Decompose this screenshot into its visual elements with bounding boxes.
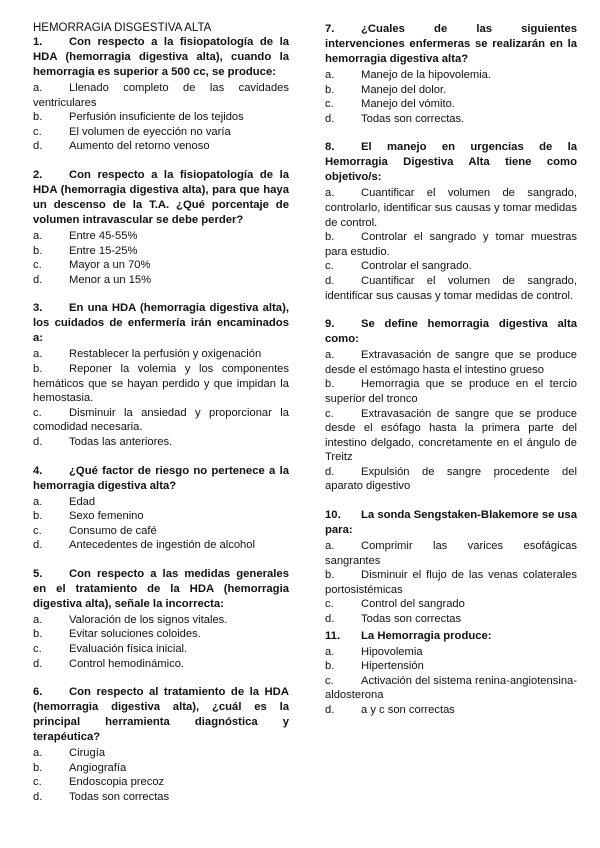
left-question-list bbox=[33, 35, 289, 805]
option-text: Reponer la volemia y los componentes hemáticos que se hayan perdido y que impidan la hemostasia. bbox=[33, 362, 289, 405]
question-text bbox=[33, 685, 289, 745]
option-text: Cirugía bbox=[69, 747, 106, 760]
option-text: Extravasación de sangre que se produce desde el esófago hasta la primera parte del intestino delgado, concretamente en el ángulo de Treitz bbox=[325, 407, 577, 464]
answer-option bbox=[325, 68, 577, 83]
option-text: Aumento del retorno venoso bbox=[69, 140, 210, 153]
question-prompt: Con respecto al tratamiento de la HDA (hemorragia digestiva alta), ¿cuál es la principal herramienta diagnóstica y terapéutica? bbox=[33, 686, 289, 744]
option-letter: c. bbox=[325, 407, 334, 420]
option-text: Todas son correctas. bbox=[361, 112, 465, 125]
answer-option bbox=[325, 597, 577, 612]
option-text: Extravasación de sangre que se produce desde el estómago hasta el intestino grueso bbox=[325, 349, 577, 376]
question-number: 9. bbox=[325, 318, 335, 331]
answer-option bbox=[325, 112, 577, 127]
question-block bbox=[325, 140, 577, 303]
question-number: 1. bbox=[33, 36, 43, 48]
question-prompt: La sonda Sengstaken-Blakemore se usa para: bbox=[325, 509, 577, 537]
answer-option bbox=[325, 274, 577, 303]
answer-option bbox=[33, 406, 289, 435]
option-letter: b. bbox=[33, 111, 43, 124]
option-text: Controlar el sangrado. bbox=[361, 260, 472, 273]
question-text bbox=[33, 464, 289, 494]
option-text: Controlar el sangrado y tomar muestras para estudio. bbox=[325, 231, 577, 258]
answer-option bbox=[33, 125, 289, 140]
question-text bbox=[325, 508, 577, 538]
question-block bbox=[325, 508, 577, 627]
answer-option bbox=[33, 435, 289, 450]
answer-option bbox=[33, 627, 289, 642]
question-text bbox=[325, 140, 577, 185]
option-text: Cuantificar el volumen de sangrado, controlarlo, identificar sus causas y tomar medidas de control. bbox=[325, 187, 577, 229]
option-letter: d. bbox=[325, 274, 335, 287]
option-letter: b. bbox=[325, 83, 335, 96]
question-text bbox=[33, 35, 289, 80]
question-block bbox=[325, 22, 577, 126]
option-letter: b. bbox=[325, 660, 335, 673]
question-block bbox=[33, 464, 289, 553]
option-text: Valoración de los signos vitales. bbox=[69, 613, 228, 626]
question-prompt: Con respecto a la fisiopatología de la HDA (hemorragia digestiva alta), para que haya un descenso de la T.A. ¿Qué porcentaje de volumen intravascular se debe perder? bbox=[33, 168, 289, 226]
option-text: Hipertensión bbox=[361, 660, 424, 673]
option-text: Todas son correctas bbox=[69, 791, 170, 804]
question-text bbox=[325, 22, 577, 67]
answer-option bbox=[325, 348, 577, 377]
question-text bbox=[33, 567, 289, 612]
answer-option bbox=[325, 645, 577, 660]
question-number: 8. bbox=[325, 141, 335, 154]
option-letter: c. bbox=[33, 776, 42, 789]
right-column bbox=[325, 22, 577, 718]
question-block bbox=[325, 629, 577, 718]
answer-option bbox=[325, 259, 577, 274]
option-text: Llenado completo de las cavidades ventriculares bbox=[33, 82, 289, 109]
option-text: Manejo del dolor. bbox=[361, 83, 447, 96]
option-letter: c. bbox=[325, 260, 334, 273]
question-block bbox=[325, 317, 577, 494]
answer-option bbox=[325, 230, 577, 259]
option-letter: b. bbox=[325, 569, 335, 582]
option-text: Manejo del vómito. bbox=[361, 98, 455, 111]
question-prompt: ¿Qué factor de riesgo no pertenece a la hemorragia digestiva alta? bbox=[33, 464, 289, 492]
option-letter: d. bbox=[33, 657, 43, 670]
option-letter: d. bbox=[33, 539, 43, 552]
option-text: a y c son correctas bbox=[361, 704, 455, 716]
answer-option bbox=[33, 790, 289, 805]
question-prompt: Con respecto a la fisiopatología de la HDA (hemorragia digestiva alta), cuando la hemorragia es superior a 500 cc, se produce: bbox=[33, 36, 289, 78]
answer-option bbox=[325, 612, 577, 627]
answer-option bbox=[33, 509, 289, 524]
answer-option bbox=[325, 703, 577, 718]
answer-option bbox=[325, 407, 577, 465]
option-text: El volumen de eyección no varía bbox=[69, 125, 231, 138]
answer-option bbox=[33, 81, 289, 110]
question-block bbox=[33, 301, 289, 449]
option-letter: a. bbox=[33, 348, 43, 361]
answer-option bbox=[33, 347, 289, 362]
option-letter: c. bbox=[33, 524, 42, 537]
option-letter: a. bbox=[33, 613, 43, 626]
option-text: Consumo de café bbox=[69, 524, 157, 537]
answer-option bbox=[325, 97, 577, 112]
answer-option bbox=[33, 362, 289, 406]
option-letter: a. bbox=[325, 187, 335, 200]
option-letter: a. bbox=[33, 229, 43, 242]
option-text: Endoscopia precoz bbox=[69, 776, 165, 789]
option-letter: b. bbox=[33, 510, 43, 523]
option-letter: c. bbox=[325, 98, 334, 111]
question-prompt: La Hemorragia produce: bbox=[361, 629, 492, 642]
option-letter: d. bbox=[33, 435, 43, 448]
option-letter: d. bbox=[325, 613, 335, 626]
answer-option bbox=[325, 659, 577, 674]
question-number: 3. bbox=[33, 302, 43, 315]
answer-option bbox=[325, 83, 577, 98]
question-block bbox=[33, 567, 289, 671]
answer-option bbox=[33, 229, 289, 244]
option-letter: d. bbox=[33, 791, 43, 804]
option-letter: b. bbox=[33, 628, 43, 641]
option-text: Control del sangrado bbox=[361, 598, 465, 611]
answer-option bbox=[33, 273, 289, 288]
question-block bbox=[33, 35, 289, 154]
question-block bbox=[33, 685, 289, 804]
answer-option bbox=[325, 674, 577, 703]
question-text bbox=[325, 629, 577, 644]
option-text: Perfusión insuficiente de los tejidos bbox=[69, 111, 244, 124]
option-letter: d. bbox=[325, 465, 335, 478]
answer-option bbox=[33, 244, 289, 259]
question-number: 11. bbox=[325, 629, 341, 642]
option-text: Antecedentes de ingestión de alcohol bbox=[69, 539, 255, 552]
answer-option bbox=[325, 465, 577, 494]
question-number: 2. bbox=[33, 168, 43, 181]
option-text: Control hemodinámico. bbox=[69, 657, 185, 670]
answer-option bbox=[325, 377, 577, 406]
answer-option bbox=[33, 642, 289, 657]
answer-option bbox=[325, 186, 577, 230]
option-letter: c. bbox=[325, 598, 334, 611]
option-text: Manejo de la hipovolemia. bbox=[361, 69, 491, 81]
option-text: Restablecer la perfusión y oxigenación bbox=[69, 348, 262, 361]
option-letter: c. bbox=[325, 674, 334, 687]
answer-option bbox=[33, 613, 289, 628]
option-letter: c. bbox=[33, 125, 42, 138]
option-letter: b. bbox=[33, 244, 43, 257]
option-letter: d. bbox=[325, 112, 335, 125]
option-letter: b. bbox=[325, 378, 335, 391]
answer-option bbox=[33, 524, 289, 539]
question-prompt: Se define hemorragia digestiva alta como: bbox=[325, 318, 577, 346]
option-letter: a. bbox=[325, 69, 335, 81]
option-text: Activación del sistema renina-angiotensina-aldosterona bbox=[325, 674, 577, 702]
option-letter: b. bbox=[33, 362, 43, 375]
question-text bbox=[325, 317, 577, 347]
question-prompt: El manejo en urgencias de la Hemorragia Digestiva Alta tiene como objetivo/s: bbox=[325, 141, 577, 184]
answer-option bbox=[33, 110, 289, 125]
question-number: 7. bbox=[325, 23, 335, 35]
question-prompt: ¿Cuales de las siguientes intervenciones enfermeras se realizarán en la hemorragia digestiva alta? bbox=[325, 23, 577, 65]
question-number: 6. bbox=[33, 686, 43, 699]
option-text: Evaluación física inicial. bbox=[69, 643, 188, 656]
answer-option bbox=[33, 657, 289, 672]
question-number: 4. bbox=[33, 464, 43, 477]
question-text bbox=[33, 301, 289, 346]
question-number: 10. bbox=[325, 509, 341, 522]
option-text: Sexo femenino bbox=[69, 510, 144, 523]
option-letter: a. bbox=[325, 349, 335, 362]
question-text bbox=[33, 168, 289, 228]
option-text: Entre 15-25% bbox=[69, 244, 138, 257]
option-letter: c. bbox=[33, 406, 42, 419]
answer-option bbox=[33, 495, 289, 510]
option-letter: c. bbox=[33, 259, 42, 272]
option-text: Hemorragia que se produce en el tercio superior del tronco bbox=[325, 378, 577, 405]
option-text: Entre 45-55% bbox=[69, 229, 138, 242]
question-number: 5. bbox=[33, 567, 43, 580]
option-letter: a. bbox=[33, 747, 43, 760]
question-block bbox=[33, 168, 289, 287]
option-text: Todas son correctas bbox=[361, 613, 462, 626]
option-letter: b. bbox=[33, 761, 43, 774]
option-letter: d. bbox=[325, 704, 335, 716]
answer-option bbox=[33, 761, 289, 776]
option-text: Comprimir las varices esofágicas sangrantes bbox=[325, 540, 577, 567]
option-letter: a. bbox=[33, 82, 43, 94]
option-letter: d. bbox=[33, 140, 43, 153]
option-text: Evitar soluciones coloides. bbox=[69, 628, 201, 641]
option-letter: a. bbox=[325, 645, 335, 658]
option-text: Menor a un 15% bbox=[69, 273, 152, 286]
answer-option bbox=[33, 775, 289, 790]
option-text: Mayor a un 70% bbox=[69, 259, 151, 272]
answer-option bbox=[33, 538, 289, 553]
right-question-list bbox=[325, 22, 577, 718]
option-letter: d. bbox=[33, 273, 43, 286]
left-column bbox=[33, 22, 289, 805]
option-letter: a. bbox=[325, 540, 335, 553]
option-letter: a. bbox=[33, 495, 43, 508]
option-text: Expulsión de sangre procedente del aparato digestivo bbox=[325, 465, 577, 493]
answer-option bbox=[33, 258, 289, 273]
option-text: Edad bbox=[69, 495, 96, 508]
option-text: Disminuir el flujo de las venas colaterales portosistémicas bbox=[325, 569, 577, 596]
option-letter: c. bbox=[33, 643, 42, 656]
document-title: HEMORRAGIA DISGESTIVA ALTA bbox=[33, 22, 212, 34]
option-text: Disminuir la ansiedad y proporcionar la comodidad necesaria. bbox=[33, 406, 289, 434]
answer-option bbox=[325, 539, 577, 568]
answer-option bbox=[33, 139, 289, 154]
question-prompt: En una HDA (hemorragia digestiva alta), los cuidados de enfermería irán encaminados a: bbox=[33, 302, 289, 345]
option-text: Hipovolemia bbox=[361, 645, 423, 658]
option-text: Todas las anteriores. bbox=[69, 435, 173, 448]
option-text: Angiografía bbox=[69, 761, 127, 774]
question-prompt: Con respecto a las medidas generales en el tratamiento de la HDA (hemorragia digestiva alta), señale la incorrecta: bbox=[33, 567, 289, 610]
option-text: Cuantificar el volumen de sangrado, identificar sus causas y tomar medidas de control. bbox=[325, 274, 577, 302]
answer-option bbox=[325, 568, 577, 597]
answer-option bbox=[33, 746, 289, 761]
option-letter: b. bbox=[325, 231, 335, 244]
